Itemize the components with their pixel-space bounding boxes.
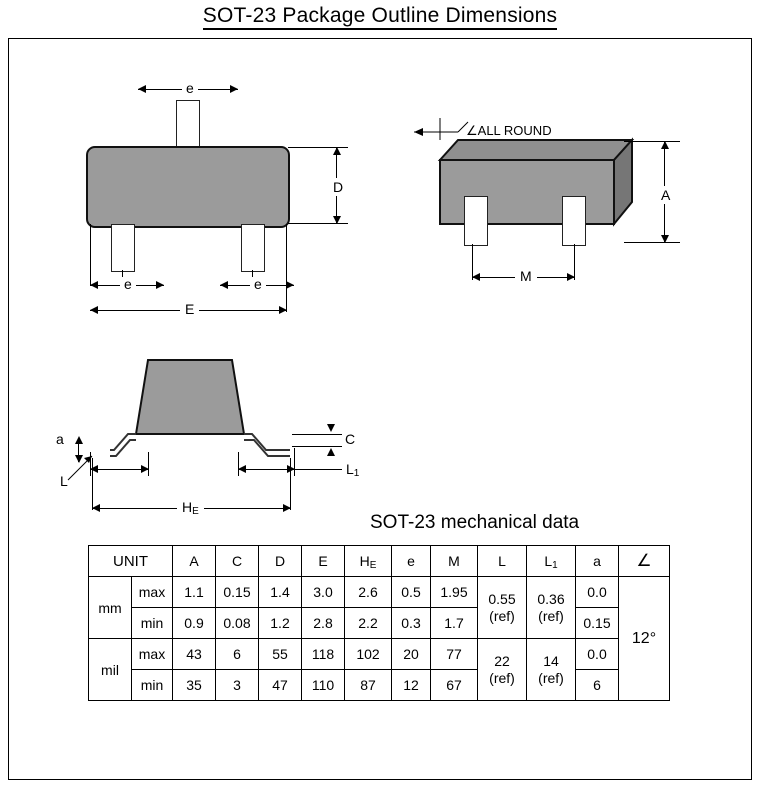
cell-mm-min-e: 0.3 <box>392 608 431 639</box>
cell-mm-min-HE: 2.2 <box>345 608 392 639</box>
cell-mm-L-ref: (ref) <box>489 607 515 624</box>
label-e-right: e <box>250 277 266 291</box>
cell-mm-max-E: 3.0 <box>302 577 345 608</box>
row-unit-mm: mm <box>89 577 132 639</box>
dim-C-arrow-bottom <box>327 448 335 456</box>
header-A: A <box>173 546 216 577</box>
side-view-lead-left <box>464 196 488 246</box>
label-A: A <box>657 186 674 204</box>
dim-e-right-arrow-right <box>286 281 294 289</box>
dim-d-arrow-up <box>333 147 341 155</box>
dim-M-arrow-left <box>472 273 480 281</box>
cell-mil-L-ref: (ref) <box>489 669 515 686</box>
dim-E-ext-right <box>286 224 287 312</box>
cell-mm-max-A: 1.1 <box>173 577 216 608</box>
cell-mil-max-HE: 102 <box>345 639 392 670</box>
top-view-lead-bottom-right <box>241 224 265 272</box>
cell-mm-L1 <box>527 577 576 639</box>
header-D: D <box>259 546 302 577</box>
cell-mm-min-D: 1.2 <box>259 608 302 639</box>
label-all-round: ∠ALL ROUND <box>466 123 552 138</box>
dim-L1-leader <box>294 469 342 470</box>
dim-M-arrow-right <box>567 273 575 281</box>
cell-mil-L <box>478 639 527 701</box>
cell-mil-min-M: 67 <box>431 670 478 701</box>
cell-mil-L1-ref: (ref) <box>538 669 564 686</box>
cell-mil-min-e: 12 <box>392 670 431 701</box>
row-minmax-mm-min: min <box>132 608 173 639</box>
dim-A-arrow-down <box>661 235 669 243</box>
dim-L-arrow-right <box>141 465 149 473</box>
dim-HE-arrow-left <box>92 504 100 512</box>
cell-mm-max-HE: 2.6 <box>345 577 392 608</box>
table-row <box>89 639 670 670</box>
cell-mm-min-C: 0.08 <box>216 608 259 639</box>
cell-mil-max-D: 55 <box>259 639 302 670</box>
dim-HE-arrow-right <box>283 504 291 512</box>
header-unit: UNIT <box>89 546 173 577</box>
label-L1-sub: 1 <box>353 468 360 479</box>
label-L1-text: L <box>346 461 354 477</box>
header-L1-sub: 1 <box>552 560 558 571</box>
cell-mm-L1-value: 0.36 <box>537 591 565 608</box>
cell-mil-L1-value: 14 <box>543 653 559 670</box>
cell-mil-min-A: 35 <box>173 670 216 701</box>
cell-mil-max-E: 118 <box>302 639 345 670</box>
dim-e-top-arrow-left <box>138 85 146 93</box>
dim-e-left-ext-a <box>90 224 91 286</box>
label-HE-text: H <box>182 499 193 515</box>
cell-mil-max-M: 77 <box>431 639 478 670</box>
header-e: e <box>392 546 431 577</box>
profile-body <box>110 350 410 480</box>
side-view-lead-right <box>562 196 586 246</box>
header-HE-sub: E <box>369 560 377 571</box>
mechanical-data-table <box>88 545 670 701</box>
label-e-left: e <box>120 277 136 291</box>
label-HE-sub: E <box>192 506 199 517</box>
cell-mm-min-E: 2.8 <box>302 608 345 639</box>
top-view-body <box>86 146 290 228</box>
header-C: C <box>216 546 259 577</box>
cell-mil-min-E: 110 <box>302 670 345 701</box>
cell-mil-min-D: 47 <box>259 670 302 701</box>
cell-mil-max-e: 20 <box>392 639 431 670</box>
dim-d-arrow-down <box>333 216 341 224</box>
cell-mm-min-A: 0.9 <box>173 608 216 639</box>
cell-mil-max-A: 43 <box>173 639 216 670</box>
header-HE <box>345 546 392 577</box>
cell-mil-a-min: 6 <box>576 670 619 701</box>
row-minmax-mm-max: max <box>132 577 173 608</box>
dim-HE-ext-left <box>92 458 93 510</box>
dim-C-arrow-top <box>327 424 335 432</box>
dim-A-ext-bottom <box>624 242 680 243</box>
cell-mm-a-max: 0.0 <box>576 577 619 608</box>
table-row <box>89 608 670 639</box>
header-L1-text: L <box>544 553 553 569</box>
cell-mil-min-C: 3 <box>216 670 259 701</box>
row-minmax-mil-min: min <box>132 670 173 701</box>
table-row <box>89 670 670 701</box>
top-view-lead-top <box>176 100 200 148</box>
label-L: L <box>60 473 68 489</box>
label-E: E <box>180 302 199 316</box>
table-row <box>89 577 670 608</box>
cell-mm-max-D: 1.4 <box>259 577 302 608</box>
header-L1 <box>527 546 576 577</box>
dim-e-right-arrow-left <box>220 281 228 289</box>
dim-L-line <box>90 469 148 470</box>
cell-mm-max-e: 0.5 <box>392 577 431 608</box>
dim-L1-arrow-left <box>238 465 246 473</box>
label-D: D <box>329 178 347 196</box>
cell-mm-max-M: 1.95 <box>431 577 478 608</box>
label-C: C <box>345 431 356 447</box>
dim-C-ext-bottom <box>292 446 342 447</box>
cell-mm-a-min: 0.15 <box>576 608 619 639</box>
cell-mil-L1 <box>527 639 576 701</box>
table-header-row <box>89 546 670 577</box>
table-caption: SOT-23 mechanical data <box>370 512 580 533</box>
label-L1 <box>346 462 359 477</box>
row-minmax-mil-max: max <box>132 639 173 670</box>
dim-C-ext-top <box>292 434 342 435</box>
header-angle: ∠ <box>619 546 670 577</box>
header-a: a <box>576 546 619 577</box>
cell-mm-L-value: 0.55 <box>488 591 516 608</box>
cell-mil-a-max: 0.0 <box>576 639 619 670</box>
cell-mil-min-HE: 87 <box>345 670 392 701</box>
label-HE <box>177 500 204 515</box>
all-round-leader <box>410 110 550 170</box>
cell-mil-L-value: 22 <box>494 653 510 670</box>
cell-mm-L <box>478 577 527 639</box>
dim-HE-ext-right <box>290 458 291 510</box>
label-a: a <box>56 431 64 447</box>
row-unit-mil: mil <box>89 639 132 701</box>
dim-A-arrow-up <box>661 141 669 149</box>
dim-E-arrow-left <box>90 306 98 314</box>
cell-mm-L1-ref: (ref) <box>538 607 564 624</box>
label-e-top: e <box>182 81 198 95</box>
cell-angle: 12° <box>619 577 670 701</box>
dim-A-ext-top <box>624 141 680 142</box>
header-E: E <box>302 546 345 577</box>
dim-e-left-arrow-left <box>90 281 98 289</box>
dim-e-top-arrow-right <box>230 85 238 93</box>
top-view-lead-bottom-left <box>111 224 135 272</box>
header-M: M <box>431 546 478 577</box>
header-HE-text: H <box>359 553 370 569</box>
page-title <box>0 4 760 28</box>
cell-mm-max-C: 0.15 <box>216 577 259 608</box>
label-M: M <box>515 269 537 283</box>
dim-e-left-arrow-right <box>156 281 164 289</box>
dim-L1-line <box>238 469 294 470</box>
cell-mm-min-M: 1.7 <box>431 608 478 639</box>
cell-mil-max-C: 6 <box>216 639 259 670</box>
header-L: L <box>478 546 527 577</box>
page-title-text: SOT-23 Package Outline Dimensions <box>203 4 557 30</box>
dim-E-arrow-right <box>279 306 287 314</box>
